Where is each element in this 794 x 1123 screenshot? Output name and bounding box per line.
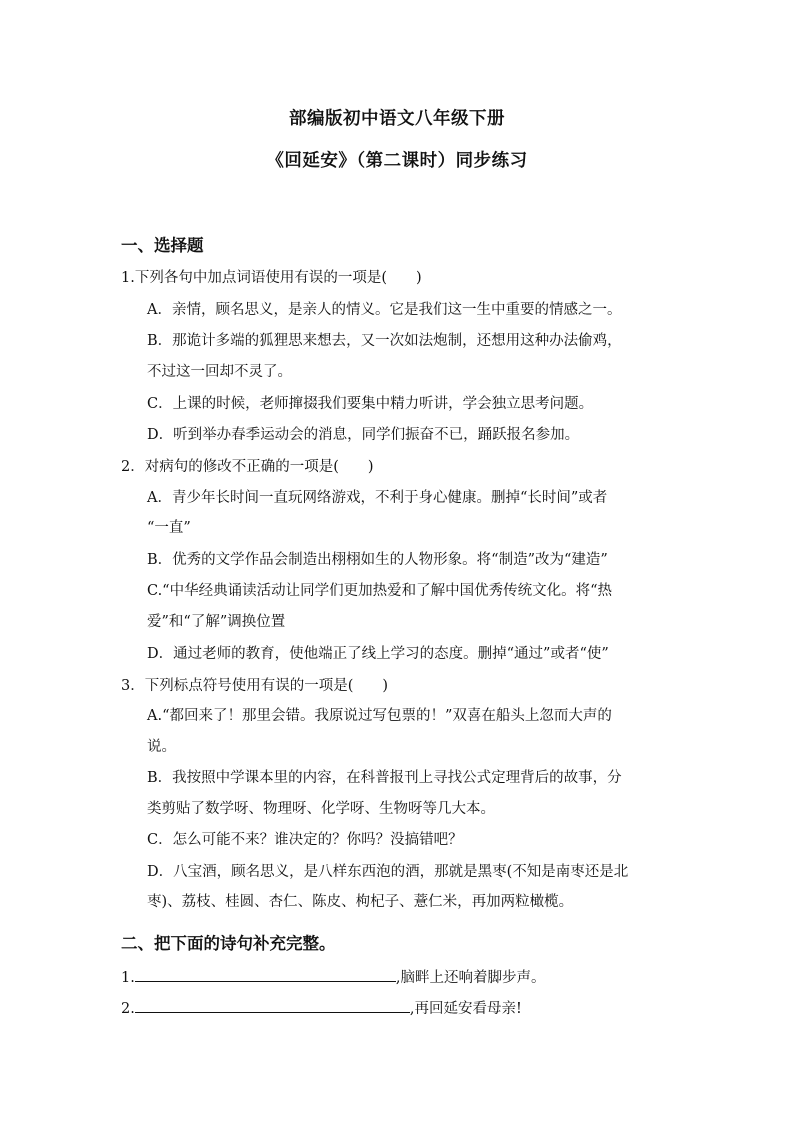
question-2-option-b: B．优秀的文学作品会制造出栩栩如生的人物形象。将“制造”改为“建造” bbox=[147, 552, 608, 568]
question-3-option-d-line2: 枣)、荔枝、桂圆、杏仁、陈皮、枸杞子、薏仁米，再加两粒橄榄。 bbox=[147, 894, 574, 910]
poetry-item-1 bbox=[121, 967, 545, 988]
question-1-option-b-line1: B．那诡计多端的狐狸思来想去，又一次如法炮制，还想用这种办法偷鸡， bbox=[147, 333, 622, 349]
question-1-stem: 1.下列各句中加点词语使用有误的一项是( ) bbox=[121, 270, 422, 286]
question-3-option-b-line1: B．我按照中学课本里的内容，在科普报刊上寻找公式定理背后的故事，分 bbox=[147, 770, 622, 786]
poetry-item-2 bbox=[121, 998, 522, 1019]
question-1-option-b-line2: 不过这一回却不灵了。 bbox=[147, 364, 292, 380]
question-1-option-d: D．听到举办春季运动会的消息，同学们振奋不已，踊跃报名参加。 bbox=[147, 427, 580, 443]
question-2-stem: 2．对病句的修改不正确的一项是( ) bbox=[121, 459, 374, 475]
question-3-option-a-line1: A.“都回来了！那里会错。我原说过写包票的！”双喜在船头上忽而大声的 bbox=[147, 708, 612, 724]
question-1-option-a: A．亲情，顾名思义，是亲人的情义。它是我们这一生中重要的情感之一。 bbox=[147, 302, 622, 318]
poetry-item-2-text: ,再回延安看母亲! bbox=[409, 1001, 522, 1017]
document-subtitle: 《回延安》（第二课时）同步练习 bbox=[266, 151, 528, 171]
question-3-option-d-line1: D．八宝酒，顾名思义，是八样东西泡的酒，那就是黑枣(不知是南枣还是北 bbox=[147, 864, 629, 880]
question-2-option-d: D．通过老师的教育，使他端正了线上学习的态度。删掉“通过”或者“使” bbox=[147, 646, 609, 662]
document-title: 部编版初中语文八年级下册 bbox=[289, 109, 505, 129]
poetry-item-2-blank[interactable] bbox=[135, 998, 410, 1013]
question-3-option-c: C．怎么可能不来？谁决定的？你吗？没搞错吧？ bbox=[147, 832, 463, 848]
poetry-item-2-number: 2. bbox=[121, 1001, 135, 1017]
question-3-option-a-line2: 说。 bbox=[147, 739, 176, 755]
question-2-option-a-line1: A．青少年长时间一直玩网络游戏，不利于身心健康。删掉“长时间”或者 bbox=[147, 490, 608, 506]
question-1-option-c: C．上课的时候，老师撺掇我们要集中精力听讲，学会独立思考问题。 bbox=[147, 396, 594, 412]
question-3-stem: 3．下列标点符号使用有误的一项是( ) bbox=[121, 678, 389, 694]
poetry-item-1-blank[interactable] bbox=[135, 967, 396, 982]
section-heading-poetry: 二、把下面的诗句补充完整。 bbox=[121, 934, 336, 953]
question-2-option-c-line2: 爱”和“了解”调换位置 bbox=[147, 614, 286, 630]
question-2-option-c-line1: C.“中华经典诵读活动让同学们更加热爱和了解中国优秀传统文化。将“热 bbox=[147, 583, 613, 599]
poetry-item-1-number: 1. bbox=[121, 970, 135, 986]
poetry-item-1-text: ,脑畔上还响着脚步声。 bbox=[395, 970, 546, 986]
question-3-option-b-line2: 类剪贴了数学呀、物理呀、化学呀、生物呀等几大本。 bbox=[147, 801, 495, 817]
section-heading-choice: 一、选择题 bbox=[121, 236, 204, 255]
question-2-option-a-line2: “一直” bbox=[147, 520, 191, 536]
